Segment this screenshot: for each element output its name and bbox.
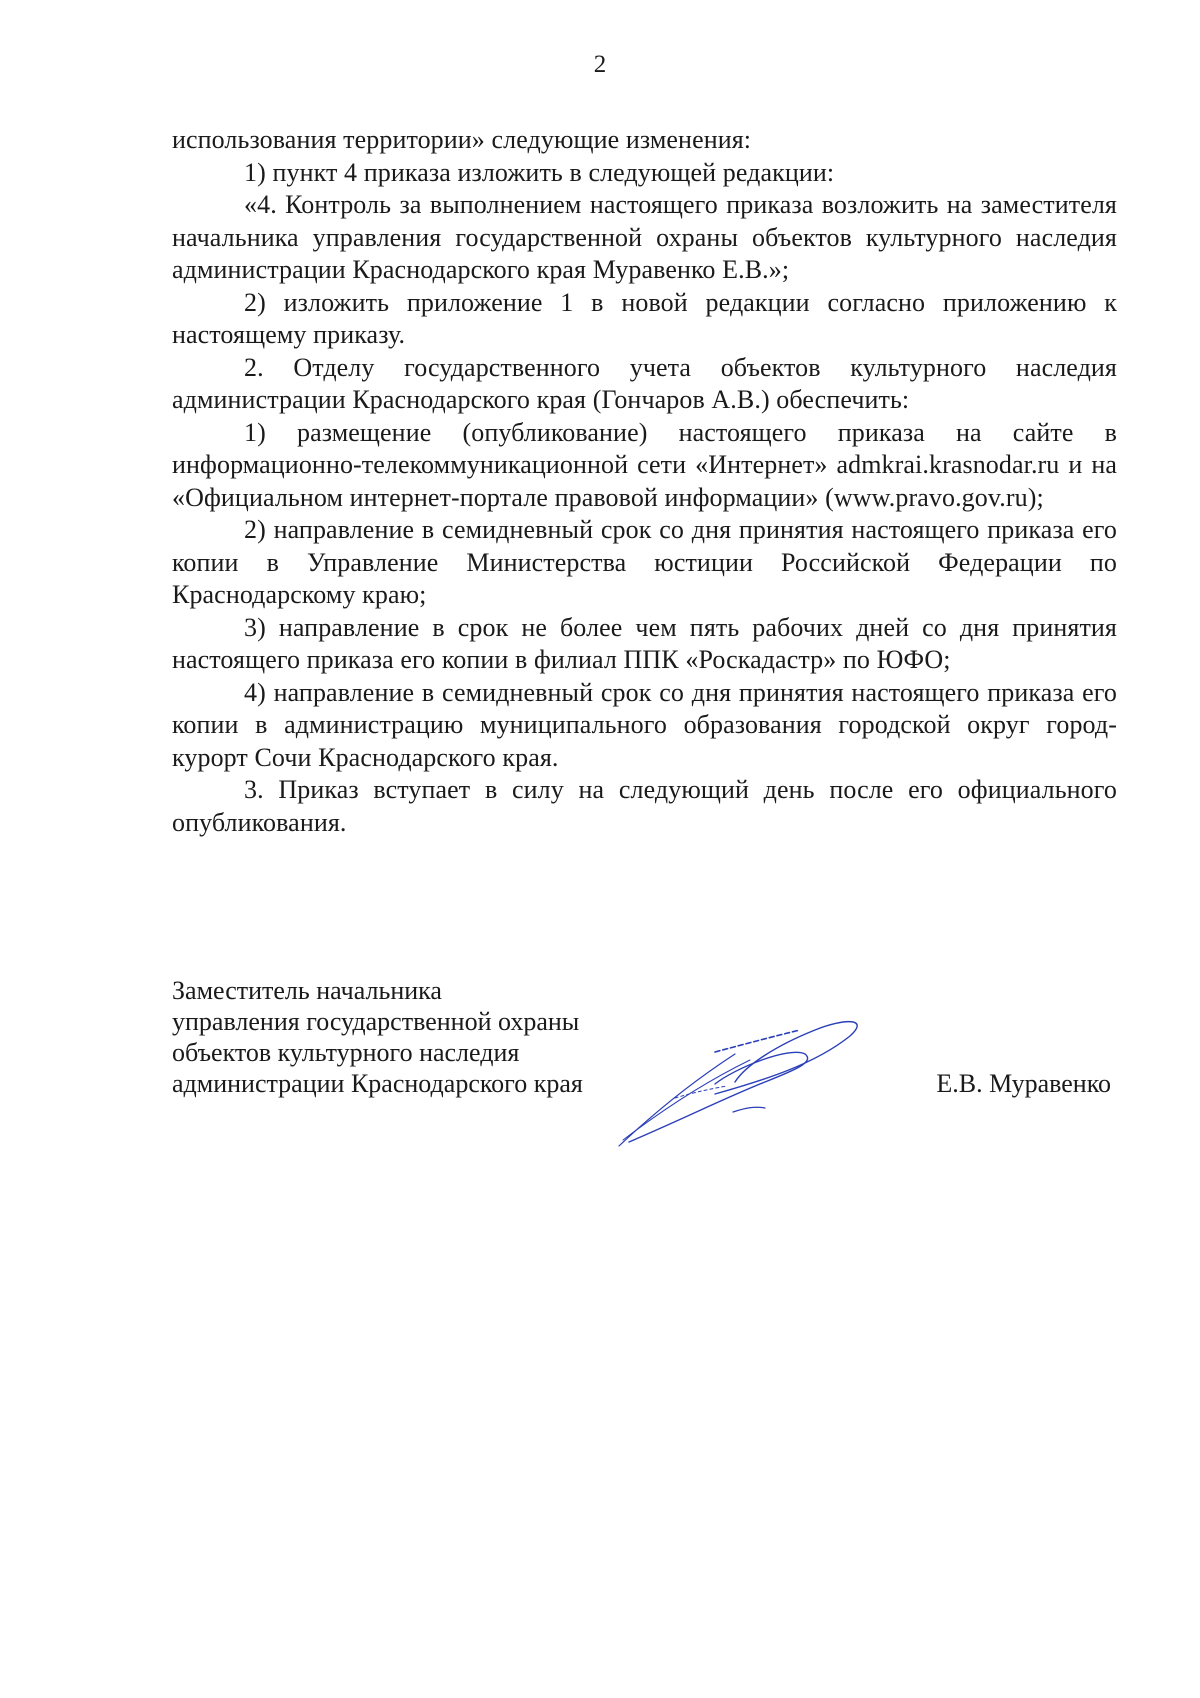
signatory-title-line: Заместитель начальника [172, 976, 442, 1005]
signatory-title-line: управления государственной охраны [172, 1007, 580, 1036]
signature-stroke [623, 1060, 750, 1140]
signatory-title-line: администрации Краснодарского края [172, 1069, 583, 1098]
signature-stroke [715, 1022, 857, 1094]
signature-stroke [715, 1030, 800, 1052]
signatory-name: Е.В. Муравенко [936, 1069, 1111, 1098]
paragraph: «4. Контроль за выполнением настоящего приказа возложить на заместителя начальника управления государственной охраны объектов культурного наследия администрации Краснодарского края Муравенко Е.В.»; [172, 190, 1117, 284]
paragraph: 1) пункт 4 приказа изложить в следующей редакции: [244, 157, 835, 187]
document-body [172, 124, 1117, 839]
paragraph: 2) изложить приложение 1 в новой редакции согласно приложению к настоящему приказу. [172, 287, 1117, 349]
signature-stroke [619, 1054, 735, 1146]
paragraph: 3) направление в срок не более чем пять рабочих дней со дня принятия настоящего приказа его копии в филиал ППК «Роскадастр» по ЮФО; [172, 612, 1117, 674]
handwritten-signature [615, 1002, 885, 1152]
page-number: 2 [593, 51, 607, 78]
signatory-title [172, 975, 583, 1099]
paragraph: 2) направление в семидневный срок со дня принятия настоящего приказа его копии в Управление Министерства юстиции Российской Федерации по Краснодарскому краю; [172, 515, 1117, 609]
paragraph: 1) размещение (опубликование) настоящего приказа на сайте в информационно-телекоммуникационной сети «Интернет» admkrai.krasnodar.ru и на «Официальном интернет-портале правовой информации» (www.pravo.gov.ru); [172, 417, 1117, 512]
paragraph: использования территории» следующие изменения: [172, 125, 752, 154]
paragraph: 3. Приказ вступает в силу на следующий день после его официального опубликования. [172, 775, 1117, 837]
signature-stroke [675, 1086, 727, 1098]
paragraph: 4) направление в семидневный срок со дня принятия настоящего приказа его копии в администрацию муниципального образования городской округ город-курорт Сочи Краснодарского края. [172, 677, 1117, 772]
signature-stroke [733, 1107, 765, 1112]
paragraph: 2. Отделу государственного учета объектов культурного наследия администрации Краснодарского края (Гончаров А.В.) обеспечить: [172, 352, 1117, 414]
signatory-title-line: объектов культурного наследия [172, 1038, 520, 1067]
